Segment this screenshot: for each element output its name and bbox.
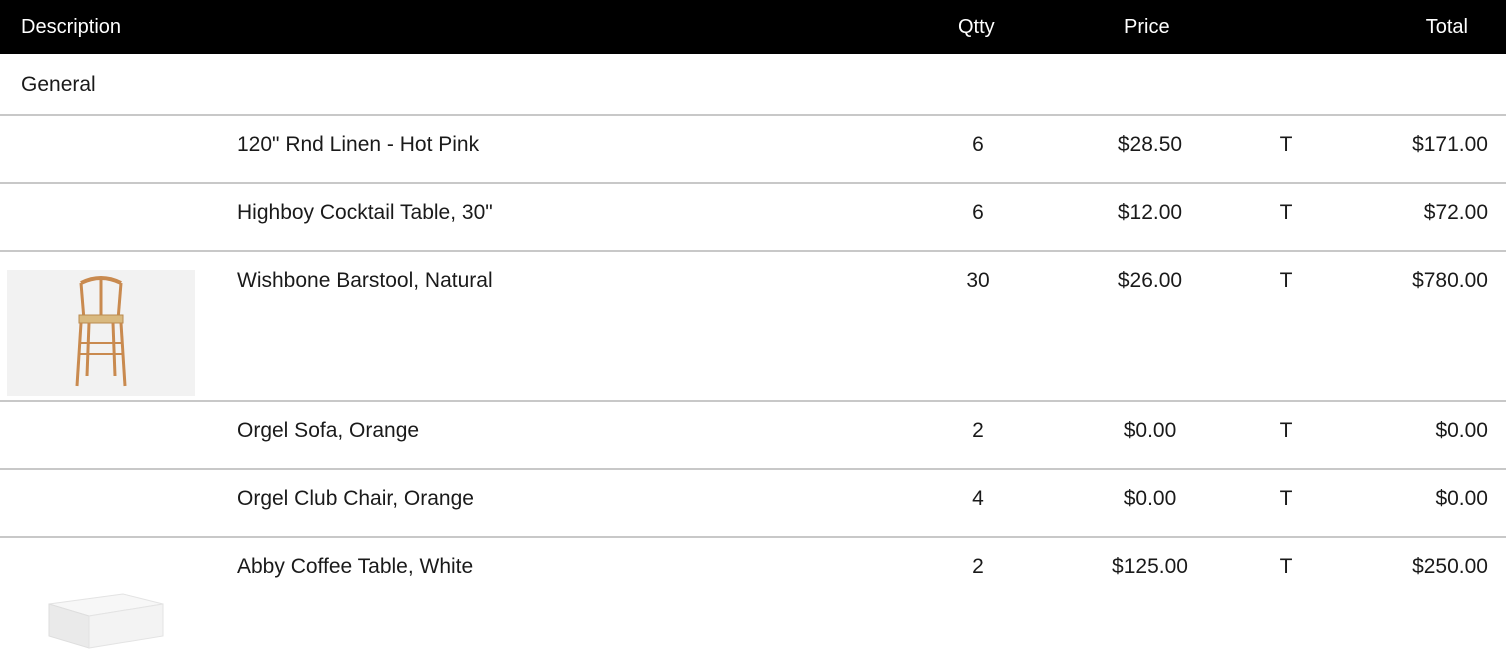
item-total: $72.00 xyxy=(1423,201,1488,224)
item-total: $250.00 xyxy=(1412,555,1488,578)
item-tax-flag: T xyxy=(1279,487,1293,510)
item-qtty: 6 xyxy=(972,133,984,156)
item-total: $0.00 xyxy=(1435,419,1488,442)
item-total: $0.00 xyxy=(1435,487,1488,510)
item-qtty: 4 xyxy=(972,487,984,510)
table-row xyxy=(0,252,1506,400)
column-header-total: Total xyxy=(1425,16,1468,38)
table-row xyxy=(0,402,1506,468)
section-title: General xyxy=(21,73,96,96)
item-price: $125.00 xyxy=(1112,555,1188,578)
item-description: Orgel Club Chair, Orange xyxy=(237,487,474,510)
column-header-price: Price xyxy=(1124,16,1170,38)
table-row xyxy=(0,470,1506,536)
item-qtty: 30 xyxy=(966,269,990,292)
item-qtty: 2 xyxy=(972,555,984,578)
item-description: Wishbone Barstool, Natural xyxy=(237,269,493,292)
table-header xyxy=(0,0,1506,54)
table-row xyxy=(0,538,1506,648)
column-header-qtty: Qtty xyxy=(958,16,995,38)
item-description: 120" Rnd Linen - Hot Pink xyxy=(237,133,480,156)
item-tax-flag: T xyxy=(1279,201,1293,224)
item-description: Orgel Sofa, Orange xyxy=(237,419,420,442)
item-qtty: 2 xyxy=(972,419,984,442)
item-tax-flag: T xyxy=(1279,419,1293,442)
item-price: $12.00 xyxy=(1117,201,1183,224)
item-total: $780.00 xyxy=(1412,269,1488,292)
item-tax-flag: T xyxy=(1279,269,1293,292)
item-tax-flag: T xyxy=(1279,555,1293,578)
item-description: Abby Coffee Table, White xyxy=(237,555,474,578)
coffee-table-image xyxy=(7,590,195,650)
section-heading xyxy=(0,54,1506,114)
coffee-table-thumbnail xyxy=(7,590,195,650)
item-price: $0.00 xyxy=(1123,419,1177,442)
item-description: Highboy Cocktail Table, 30" xyxy=(237,201,493,224)
item-total: $171.00 xyxy=(1412,133,1488,156)
item-tax-flag: T xyxy=(1279,133,1293,156)
barstool-image xyxy=(7,270,195,396)
item-price: $28.50 xyxy=(1117,133,1183,156)
item-qtty: 6 xyxy=(972,201,984,224)
column-header-description: Description xyxy=(21,16,122,38)
barstool-thumbnail xyxy=(7,270,195,396)
table-row xyxy=(0,184,1506,250)
table-row xyxy=(0,116,1506,182)
item-price: $0.00 xyxy=(1123,487,1177,510)
item-price: $26.00 xyxy=(1117,269,1183,292)
